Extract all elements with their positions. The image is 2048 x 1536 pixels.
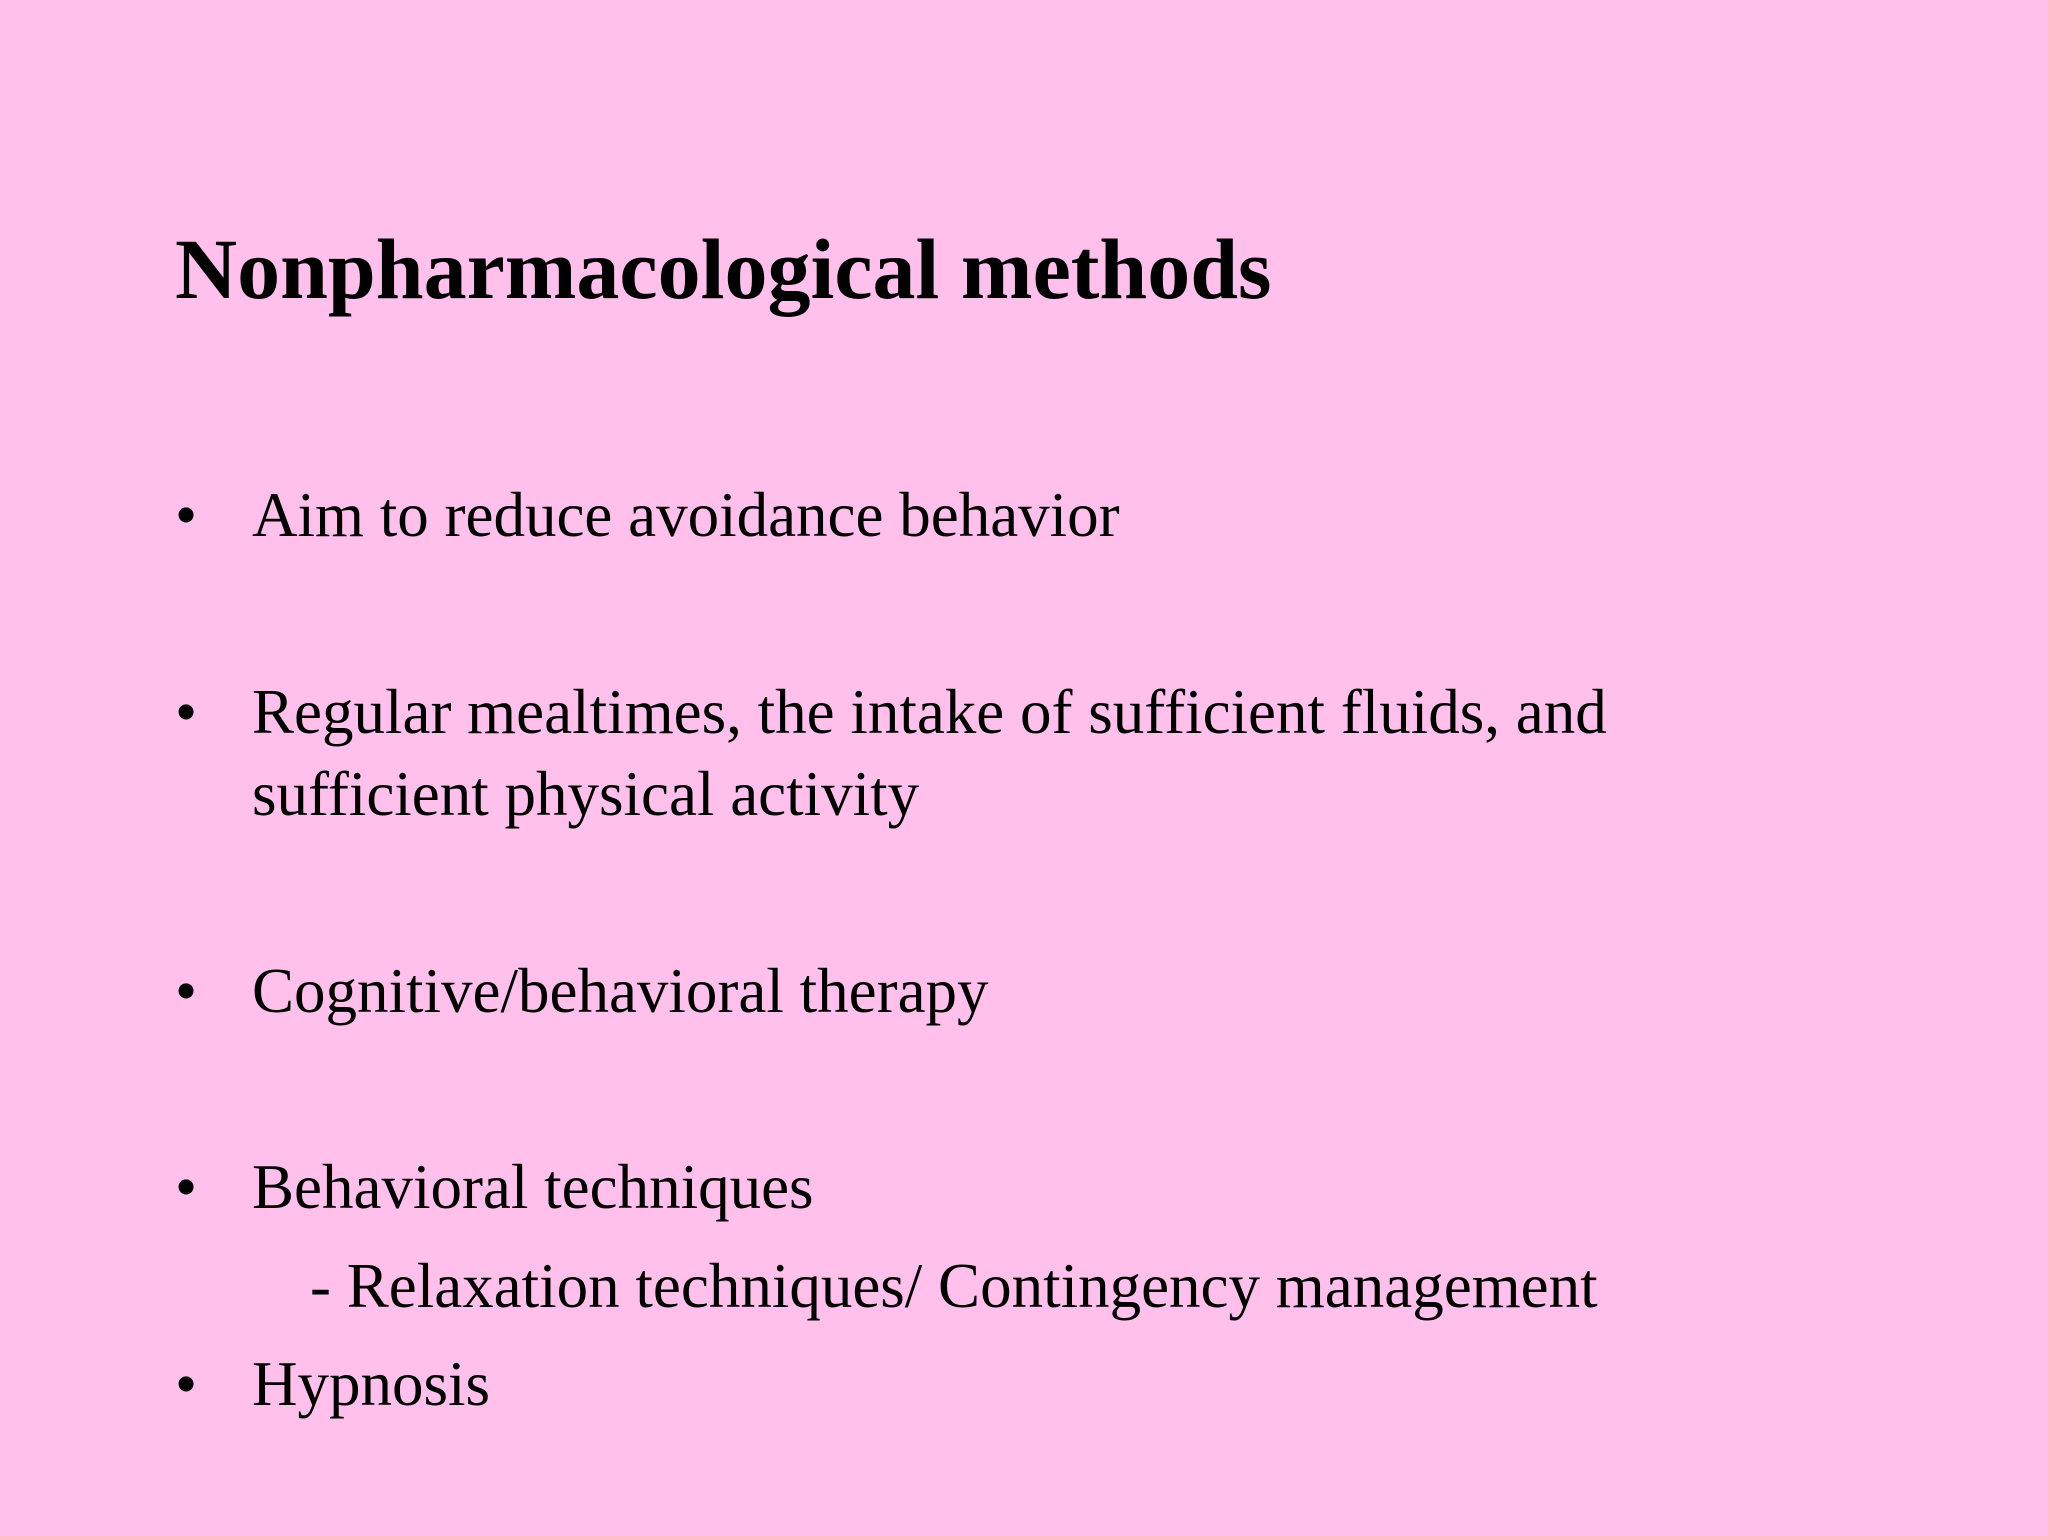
bullet-text: Regular mealtimes, the intake of sufficient fluids, and sufficient physical activity	[252, 677, 1607, 829]
bullet-text: Aim to reduce avoidance behavior	[252, 480, 1120, 550]
sub-item: - Relaxation techniques/ Contingency management	[310, 1251, 1598, 1321]
bullet-item	[175, 671, 1775, 835]
bullet-marker: •	[175, 956, 198, 1026]
bullet-marker: •	[175, 480, 198, 550]
bullet-text: Hypnosis	[252, 1349, 491, 1419]
bullet-text: Behavioral techniques	[252, 1152, 814, 1222]
bullet-marker: •	[175, 677, 198, 747]
bullet-marker: •	[175, 1349, 198, 1419]
bullet-text: Cognitive/behavioral therapy	[252, 956, 989, 1026]
bullet-item	[175, 950, 1825, 1032]
bullet-item	[175, 474, 1825, 556]
bullet-item	[175, 1343, 1825, 1425]
slide-title: Nonpharmacological methods	[175, 221, 1272, 317]
bullet-marker: •	[175, 1152, 198, 1222]
bullet-item	[175, 1146, 1825, 1228]
